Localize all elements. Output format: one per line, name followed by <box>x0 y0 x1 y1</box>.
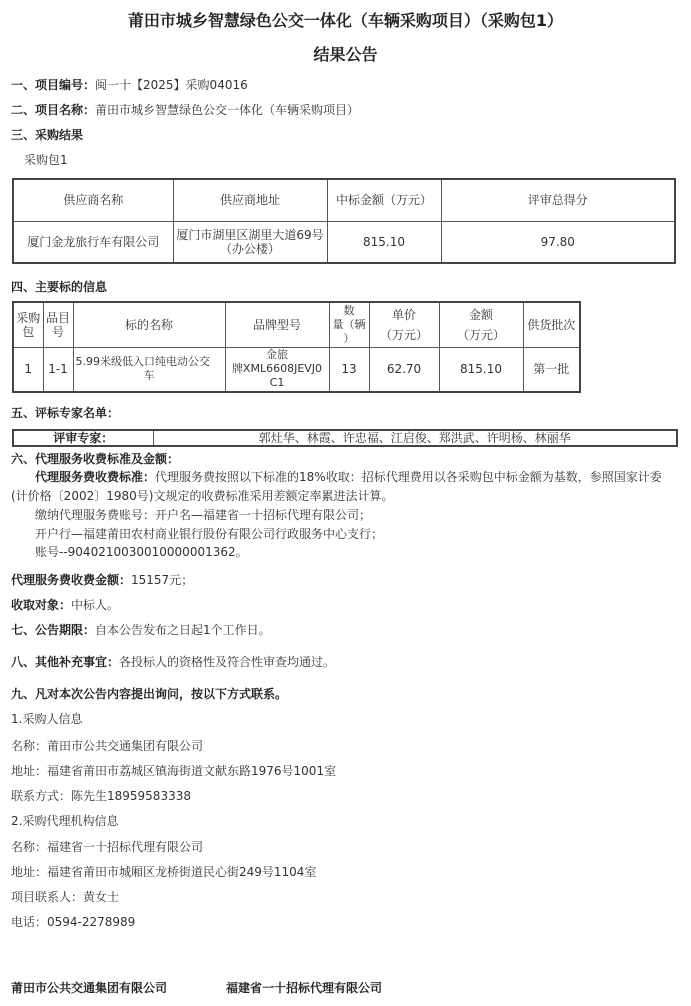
table-row <box>13 221 675 263</box>
experts-table <box>12 429 678 447</box>
label: 代理服务费收费金额： <box>11 573 132 587</box>
table-header <box>329 302 369 347</box>
value: 15157元； <box>131 573 194 587</box>
section-notice-period <box>11 621 271 638</box>
label: 七、公告期限： <box>11 623 96 637</box>
name-line: 5.99米级低入口纯电动公交 <box>75 355 210 369</box>
fee-standard <box>35 468 662 485</box>
table-row <box>13 430 677 446</box>
section-project-number <box>11 76 248 93</box>
cell-quantity: 13 <box>329 347 369 392</box>
header-line: 包 <box>22 324 35 339</box>
account-line-2: 开户行—福建莆田农村商业银行股份有限公司行政服务中心支行； <box>35 527 384 541</box>
table-header <box>369 302 439 347</box>
fee-amount <box>11 571 193 588</box>
value: 闽一十【2025】采购04016 <box>95 78 248 92</box>
header-line: 品目 <box>45 310 70 325</box>
section-fee-heading: 六、代理服务收费标准及金额： <box>11 452 180 466</box>
header-line: ） <box>343 331 355 345</box>
table-header <box>43 302 73 347</box>
supplier-name: 厦门金龙旅行车有限公司 <box>13 221 173 263</box>
section-contact-heading: 九、凡对本次公告内容提出询问，按以下方式联系。 <box>11 687 288 701</box>
fee-standard-cont: (计价格〔2002〕1980号)文规定的收费标准采用差额定率累进法计算。 <box>11 489 394 503</box>
result-table <box>12 178 676 264</box>
value: 各投标人的资格性及符合性审查均通过。 <box>119 655 336 669</box>
buyer-title: 1.采购人信息 <box>11 712 83 726</box>
package-label: 采购包1 <box>24 153 68 167</box>
agent-address: 地址：福建省莆田市城厢区龙桥街道民心街249号1104室 <box>11 865 317 879</box>
value: 莆田市城乡智慧绿色公交一体化（车辆采购项目） <box>95 103 360 117</box>
section-other <box>11 653 335 670</box>
cell-package: 1 <box>13 347 43 392</box>
page-title: 莆田市城乡智慧绿色公交一体化（车辆采购项目）（采购包1） <box>127 11 564 30</box>
table-header: 中标金额（万元） <box>327 179 441 221</box>
value: 自本公告发布之日起1个工作日。 <box>95 623 271 637</box>
table-header: 供应商地址 <box>173 179 327 221</box>
brand-line: 金旅 <box>266 348 288 362</box>
table-header <box>439 302 523 347</box>
name-line: 车 <box>143 369 155 383</box>
footer-buyer: 莆田市公共交通集团有限公司 <box>11 981 168 995</box>
cell-item-name <box>73 347 225 392</box>
header-line: 金额 <box>468 307 493 322</box>
table-header: 评审总得分 <box>441 179 675 221</box>
table-header: 品牌型号 <box>225 302 329 347</box>
cell-brand <box>225 347 329 392</box>
supplier-address <box>173 221 327 263</box>
agent-contact: 项目联系人：黄女士 <box>11 890 120 904</box>
account-line-1: 缴纳代理服务费账号：开户名—福建省一十招标代理有限公司； <box>35 508 372 522</box>
brand-line: 牌XML6608JEVJ0 <box>231 362 323 376</box>
table-header: 供货批次 <box>523 302 580 347</box>
buyer-address: 地址：福建省莆田市荔城区镇海街道文献东路1976号1001室 <box>11 764 337 778</box>
table-row <box>13 347 580 392</box>
header-line: 数 <box>343 303 355 317</box>
header-line: （万元） <box>379 327 428 342</box>
cell-unit-price: 62.70 <box>369 347 439 392</box>
table-header: 供应商名称 <box>13 179 173 221</box>
brand-line: C1 <box>269 376 285 390</box>
section-experts-heading: 五、评标专家名单： <box>11 406 120 420</box>
label: 二、项目名称： <box>11 103 96 117</box>
table-header-row <box>13 179 675 221</box>
fee-target <box>11 596 119 613</box>
label: 八、其他补充事宜： <box>11 655 120 669</box>
total-score: 97.80 <box>441 221 675 263</box>
buyer-contact: 联系方式：陈先生18959583338 <box>11 789 191 803</box>
header-line: 量（辆 <box>332 317 366 331</box>
label: 收取对象： <box>11 598 72 612</box>
table-header-row <box>13 302 580 347</box>
cell-item: 1-1 <box>43 347 73 392</box>
agent-title: 2.采购代理机构信息 <box>11 814 119 828</box>
label: 代理服务费收费标准： <box>35 470 156 484</box>
agent-phone: 电话：0594-2278989 <box>11 915 136 929</box>
address-line: （办公楼） <box>219 241 280 256</box>
agent-name: 名称：福建省一十招标代理有限公司 <box>11 840 204 854</box>
bid-amount: 815.10 <box>327 221 441 263</box>
cell-amount: 815.10 <box>439 347 523 392</box>
buyer-name: 名称：莆田市公共交通集团有限公司 <box>11 739 204 753</box>
header-line: 号 <box>51 324 64 339</box>
section-result-heading: 三、采购结果 <box>11 128 84 142</box>
account-line-3: 账号--9040210030010000001362。 <box>35 545 248 559</box>
section-items-heading: 四、主要标的信息 <box>11 280 108 294</box>
label: 一、项目编号： <box>11 78 96 92</box>
value: 中标人。 <box>71 598 120 612</box>
experts-names: 郭灶华、林霞、许忠福、江启俊、郑洪武、许明杨、林丽华 <box>153 430 677 446</box>
header-line: 单价 <box>391 307 416 322</box>
footer-agent: 福建省一十招标代理有限公司 <box>226 981 383 995</box>
experts-label: 评审专家： <box>13 430 153 446</box>
value: 代理服务费按照以下标准的18%收取：招标代理费用以各采购包中标金额为基数，参照国家计委 <box>155 470 662 484</box>
cell-batch: 第一批 <box>523 347 580 392</box>
page-subtitle: 结果公告 <box>313 45 378 64</box>
table-header <box>13 302 43 347</box>
header-line: 采购 <box>16 310 41 325</box>
header-line: （万元） <box>456 327 505 342</box>
address-line: 厦门市湖里区湖里大道69号 <box>176 227 324 242</box>
section-project-name <box>11 101 359 118</box>
items-table <box>12 301 581 393</box>
table-header: 标的名称 <box>73 302 225 347</box>
